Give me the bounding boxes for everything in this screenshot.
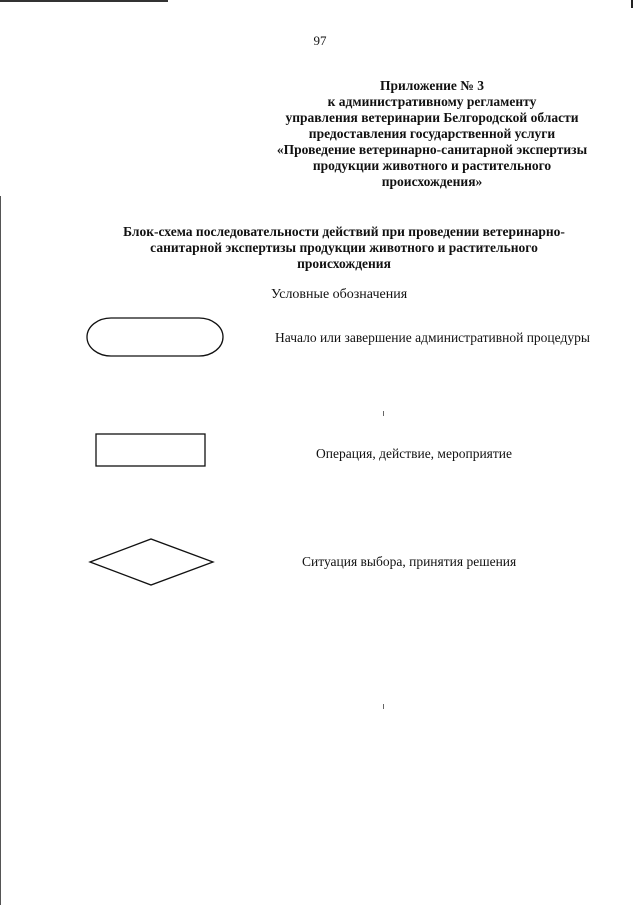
- appendix-line: к административному регламенту: [327, 94, 537, 109]
- appendix-line: управления ветеринарии Белгородской области: [285, 110, 579, 125]
- scan-artifact-left-edge: [0, 196, 1, 905]
- heading-line: происхождения: [297, 256, 391, 271]
- heading-line: Блок-схема последовательности действий при проведении ветеринарно-: [123, 224, 565, 239]
- appendix-line: продукции животного и растительного: [312, 158, 552, 173]
- decision-symbol-label: Ситуация выбора, принятия решения: [302, 554, 517, 569]
- scan-artifact-corner-mark: [631, 0, 633, 8]
- appendix-line: «Проведение ветеринарно-санитарной экспертизы: [276, 142, 588, 157]
- scan-speck: [383, 411, 384, 416]
- legend-title: Условные обозначения: [271, 287, 408, 302]
- terminal-symbol-label: Начало или завершение административной процедуры: [275, 330, 590, 345]
- decision-symbol: [80, 534, 230, 594]
- heading-line: санитарной экспертизы продукции животного и растительного: [150, 240, 538, 255]
- appendix-line: происхождения»: [381, 174, 483, 189]
- terminal-symbol: [80, 312, 230, 372]
- process-symbol: [80, 428, 230, 488]
- appendix-header: [262, 78, 602, 190]
- flowchart-heading: [90, 224, 598, 272]
- page-number: 97: [313, 33, 327, 48]
- process-symbol-label: Операция, действие, мероприятие: [316, 446, 512, 461]
- appendix-line: Приложение № 3: [380, 78, 484, 93]
- scan-artifact-top-line: [0, 0, 168, 2]
- scan-speck: [383, 704, 384, 709]
- appendix-line: предоставления государственной услуги: [308, 126, 556, 141]
